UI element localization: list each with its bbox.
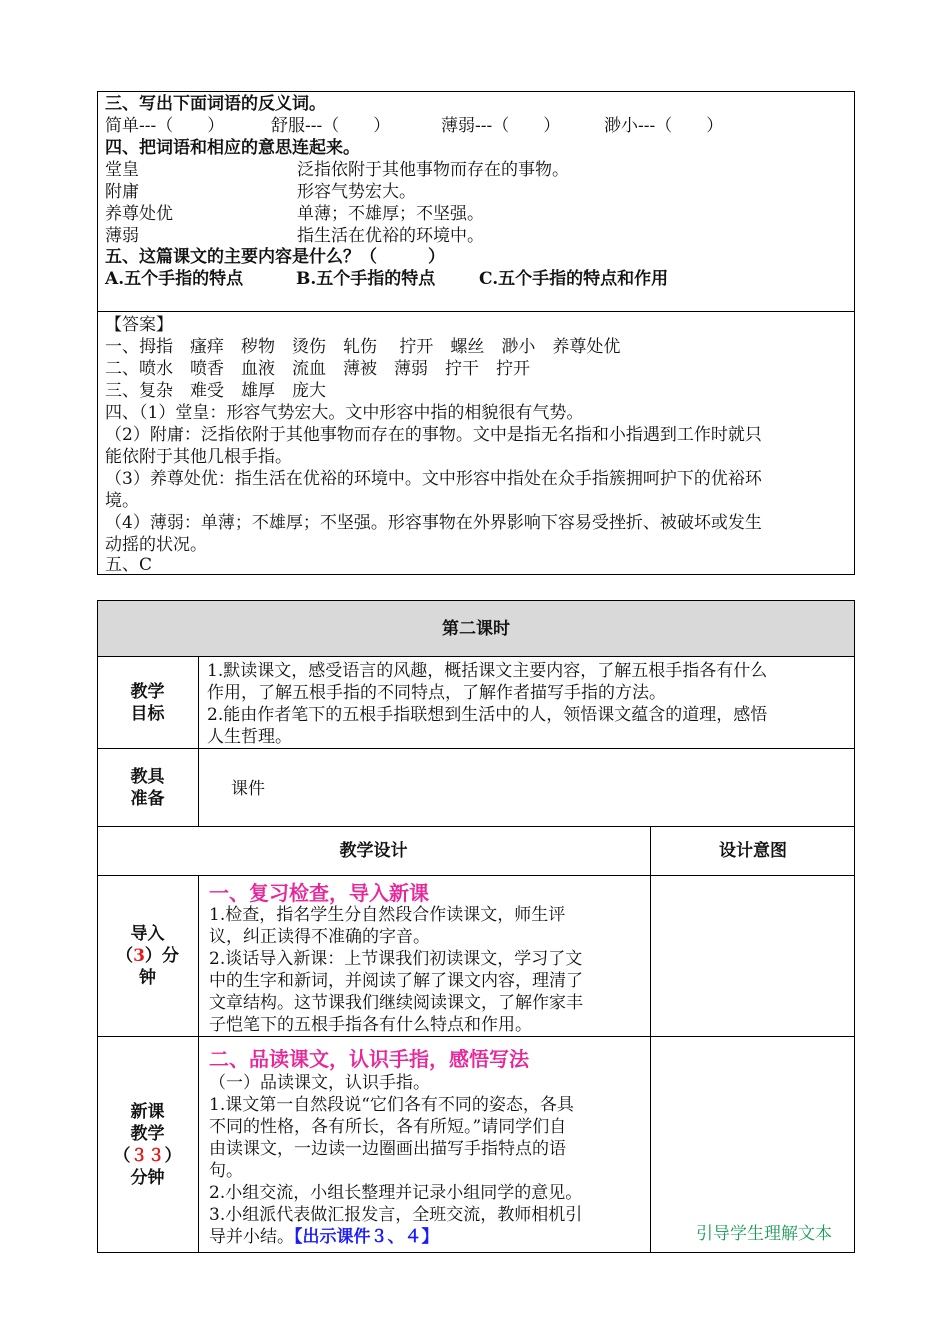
q5-title: 五、这篇课文的主要内容是什么？（ ） [105,247,445,267]
q3-item: 简单---（ ） [105,116,225,136]
lesson-title: 第二课时 [442,618,510,639]
q3-item: 舒服---（ ） [271,116,391,136]
new-line: 由读课文，一边读一边圈画出描写手指特点的语 [209,1139,566,1159]
answer-line: 能依附于其他几根手指。 [105,447,292,467]
intro-line: 文章结构。这节课我们继续阅读课文，了解作家丰 [209,993,583,1013]
intro-line: 议，纠正读得不准确的字音。 [209,927,430,947]
row-line [97,748,855,749]
new-line: 不同的性格，各有所长，各有所短。”请同学们自 [209,1117,567,1137]
courseware-tag: 【出示课件３、４】 [294,1227,439,1247]
exercise-divider [97,311,855,312]
q3-title: 三、写出下面词语的反义词。 [105,94,326,114]
goal-line: 2.能由作者笔下的五根手指联想到生活中的人，领悟课文蕴含的道理，感悟 [207,705,768,725]
q4-meaning: 单薄；不雄厚；不坚强。 [297,204,484,224]
intent-header: 设计意图 [719,841,787,861]
answer-line: 三、复杂 难受 雄厚 庞大 [105,381,326,401]
intro-line: 子恺笔下的五根手指各有什么特点和作用。 [209,1015,532,1035]
q4-meaning: 形容气势宏大。 [297,182,416,202]
new-minutes: ３３ [130,1146,165,1166]
design-header: 教学设计 [339,841,408,861]
goals-label-line: 目标 [130,703,165,724]
answer-line: 五、C [105,555,153,575]
q4-word: 堂皇 [105,160,139,180]
col-line [650,826,651,1253]
answers-title: 【答案】 [105,315,173,335]
answer-line: （2）附庸：泛指依附于其他事物而存在的事物。文中是指无名指和小指遇到工作时就只 [105,425,762,445]
q3-item: 渺小---（ ） [604,116,724,136]
goal-line: 人生哲理。 [207,727,292,747]
intro-label-post: ）分 [144,946,179,966]
q3-item: 薄弱---（ ） [441,116,561,136]
intro-label-minutes [116,945,179,967]
new-line: 3.小组派代表做汇报发言，全班交流，教师相机引 [209,1205,583,1225]
new-line: （一）品读课文，认识手指。 [209,1073,430,1093]
intro-label-bottom: 钟 [139,968,156,988]
new-last-text: 导并小结。 [209,1227,294,1247]
new-line: 2.小组交流，小组长整理并记录小组同学的意见。 [209,1183,583,1203]
new-label-minutes [114,1145,182,1167]
intro-line: 中的生字和新词，并阅读了解了课文内容，理清了 [209,971,583,991]
new-label-bottom: 分钟 [130,1168,165,1188]
q5-option: B.五个手指的特点 [296,269,436,289]
new-heading: 二、品读课文，认识手指，感悟写法 [209,1047,529,1071]
tools-label-line: 准备 [130,788,165,809]
q4-word: 养尊处优 [105,204,173,224]
q4-word: 附庸 [105,182,139,202]
col-line [198,656,199,826]
q4-word: 薄弱 [105,226,139,246]
answer-line: （4）薄弱：单薄；不雄厚；不坚强。形容事物在外界影响下容易受挫折、被破坏或发生 [105,513,762,533]
row-line [97,875,855,876]
intro-minutes: 3 [133,946,145,966]
row-line [97,1036,855,1037]
col-line [198,875,199,1253]
goals-label [97,657,198,748]
tools-label-line: 教具 [130,766,165,787]
answer-line: 二、喷水 喷香 血液 流血 薄被 薄弱 拧干 拧开 [105,359,530,379]
answer-line: 四、（1）堂皇：形容气势宏大。文中形容中指的相貌很有气势。 [105,403,584,423]
answer-line: 境。 [105,491,139,511]
new-line: 1.课文第一自然段说“它们各有不同的姿态，各具 [209,1095,574,1115]
new-intent: 引导学生理解文本 [696,1224,832,1244]
tools-label [97,749,198,826]
new-label-pre: （ [113,1146,131,1166]
answer-line: （3）养尊处优：指生活在优裕的环境中。文中形容中指处在众手指簇拥呵护下的优裕环 [105,469,762,489]
answer-line: 一、拇指 瘙痒 秽物 烫伤 轧伤 拧开 螺丝 渺小 养尊处优 [105,337,621,357]
q4-meaning: 指生活在优裕的环境中。 [297,226,484,246]
new-label-mid: 教学 [130,1124,165,1144]
q4-meaning: 泛指依附于其他事物而存在的事物。 [297,160,569,180]
new-label-top: 新课 [130,1102,165,1122]
new-label [97,1037,198,1253]
intro-label-top: 导入 [130,924,165,944]
q4-title: 四、把词语和相应的意思连起来。 [105,138,360,158]
intro-line: 1.检查，指名学生分自然段合作读课文，师生评 [209,905,566,925]
tools-value: 课件 [231,779,265,799]
goal-line: 1.默读课文，感受语言的风趣，概括课文主要内容，了解五根手指各有什么 [207,661,768,681]
answer-line: 动摇的状况。 [105,535,207,555]
goals-label-line: 教学 [130,681,165,702]
goal-line: 作用，了解五根手指的不同特点，了解作者描写手指的方法。 [207,683,666,703]
new-label-post: ） [164,1146,182,1166]
new-line: 句。 [209,1161,243,1181]
q5-option: A.五个手指的特点 [105,269,244,289]
intro-label [97,876,198,1036]
new-last-line [209,1226,439,1248]
intro-heading: 一、复习检查，导入新课 [209,881,429,905]
intro-label-pre: （ [116,946,134,966]
row-line [97,656,855,657]
q5-option: C.五个手指的特点和作用 [479,269,669,289]
intro-line: 2.谈话导入新课：上节课我们初读课文，学习了文 [209,949,583,969]
